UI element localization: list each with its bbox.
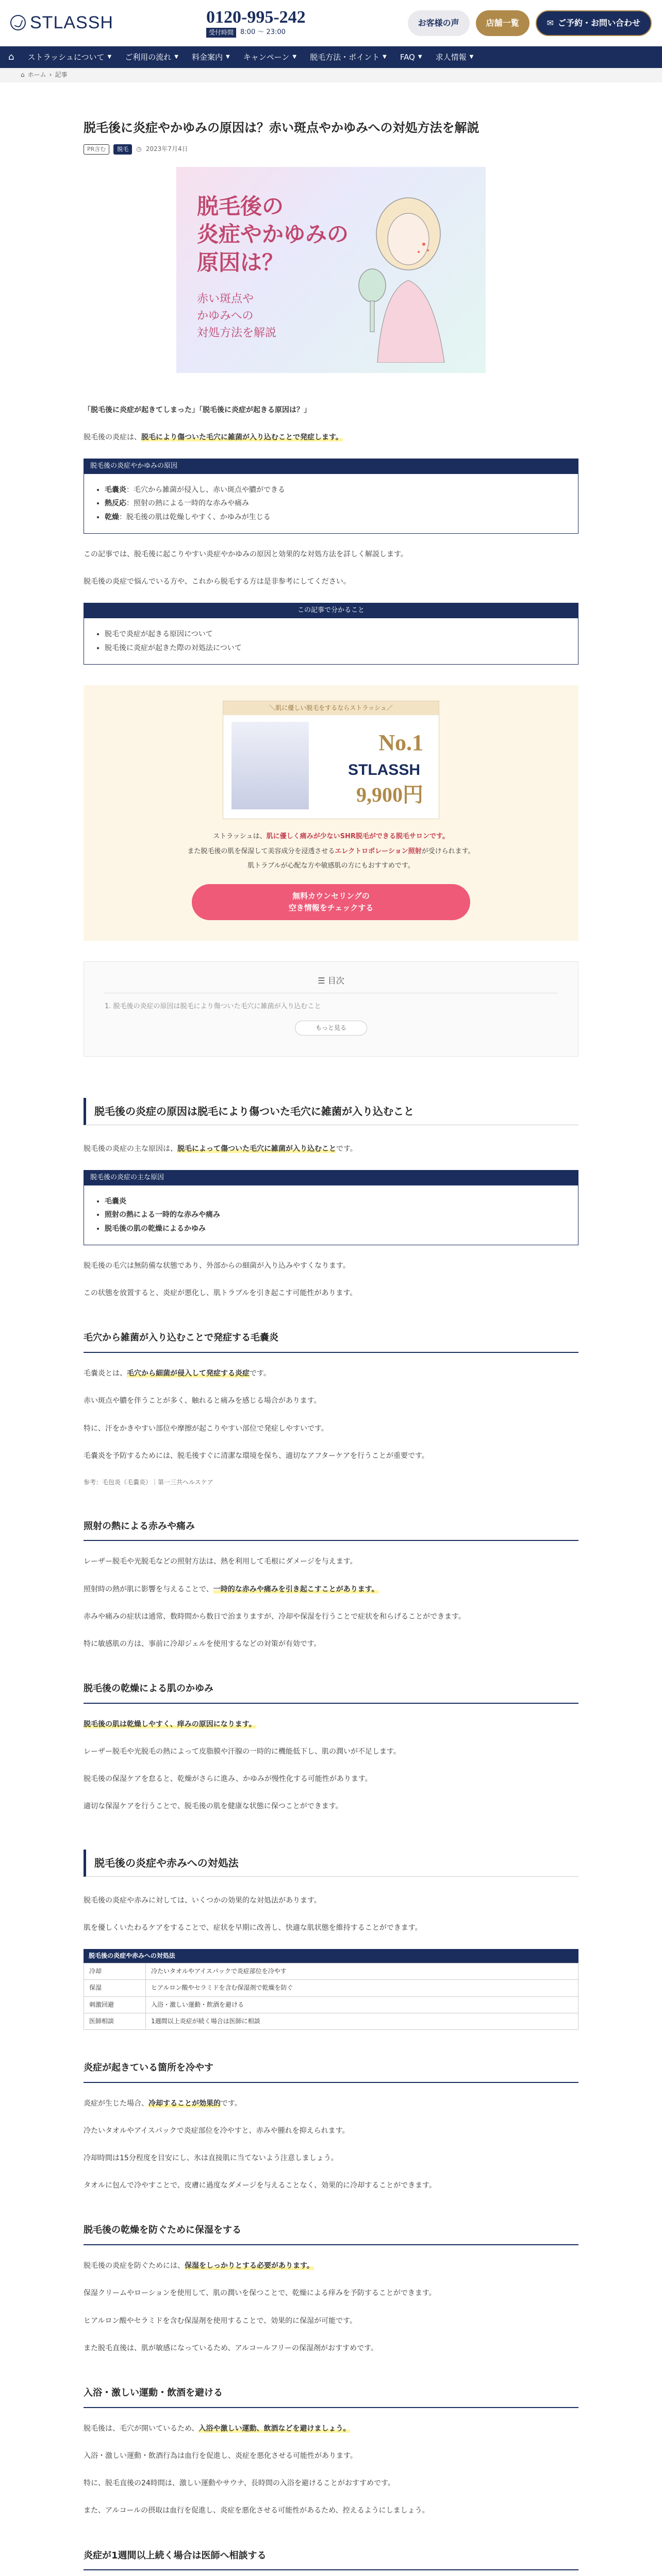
list-item-term: 乾燥 <box>105 513 119 521</box>
list-item <box>105 484 570 496</box>
highlight: 冷却することが効果的 <box>148 2099 221 2108</box>
causes-list <box>84 474 578 533</box>
article-main <box>84 118 578 2576</box>
list-item <box>105 498 570 509</box>
article-title: 脱毛後に炎症やかゆみの原因は？赤い斑点やかゆみへの対処方法を解説 <box>84 121 479 135</box>
intro-paragraph: この記事では、脱毛後に起こりやすい炎症やかゆみの原因と効果的な対処方法を詳しく解説します。 <box>84 550 408 558</box>
list-item <box>105 512 570 523</box>
toc-item[interactable]: 1. 脱毛後の炎症の原因は脱毛により傷ついた毛穴に雑菌が入り込むこと <box>105 1002 321 1010</box>
text: 照射時の熱が肌に影響を与えることで、 <box>84 1585 213 1594</box>
chevron-down-icon: ▼ <box>174 54 178 60</box>
clock-icon: ◷ <box>136 145 142 153</box>
category-badge[interactable]: 脱毛 <box>113 144 132 155</box>
global-nav <box>0 46 662 68</box>
table-cell: 1週間以上炎症が続く場合は医師に相談 <box>146 2013 578 2029</box>
text: 脱毛後は、毛穴が開いているため、 <box>84 2424 199 2433</box>
list-item-desc: ：毛穴から雑菌が侵入し、赤い斑点や膿ができる <box>126 485 285 494</box>
highlight: 脱毛によって傷ついた毛穴に雑菌が入り込むこと <box>177 1144 336 1153</box>
main-causes-list <box>84 1185 578 1245</box>
nav-item-about[interactable] <box>27 51 111 63</box>
list-item-desc: ：脱毛後の肌は乾燥しやすく、かゆみが生じる <box>119 513 271 521</box>
reserve-button[interactable] <box>536 10 652 36</box>
paragraph <box>84 2097 578 2110</box>
eyecatch-title-line: 原因は？ <box>197 249 284 275</box>
home-icon: ⌂ <box>21 71 25 78</box>
paragraph: 毛嚢炎を予防するためには、脱毛後すぐに清潔な環境を保ち、適切なアフターケアを行うことが重要です。 <box>84 1451 429 1460</box>
subsection-heading: 照射の熱による赤みや痛み <box>84 1516 578 1541</box>
button-line: 空き情報をチェックする <box>288 903 374 912</box>
paragraph: 入浴・激しい運動・飲酒行為は血行を促進し、炎症を悪化させる可能性があります。 <box>84 2452 357 2461</box>
paragraph: レーザー脱毛や光脱毛の熱によって皮脂膜や汗腺の一時的に機能低下し、肌の潤いが不足します。 <box>84 1748 401 1756</box>
list-item-term: 熱反応 <box>105 499 126 508</box>
nav-label: 脱毛方法・ポイント <box>310 53 380 62</box>
list-item: • 照射の熱による一時的な赤みや痛み <box>105 1209 570 1221</box>
promo-section <box>84 685 578 941</box>
paragraph: タオルに包んで冷やすことで、皮膚に過度なダメージを与えることなく、効果的に冷却することができます。 <box>84 2181 437 2190</box>
promo-text-part: が受けられます。 <box>421 847 475 855</box>
reserve-button-label: ご予約・お問い合わせ <box>557 18 640 28</box>
text: です。 <box>250 1369 271 1378</box>
eyecatch-subtitle <box>197 291 276 342</box>
counseling-button[interactable] <box>192 884 470 920</box>
site-logo[interactable] <box>10 9 196 37</box>
box-heading: 脱毛後の炎症やかゆみの原因 <box>84 459 578 474</box>
lead-answer-text: 脱毛後の炎症は、 <box>84 433 141 442</box>
section-heading: 脱毛後の炎症や赤みへの対処法 <box>84 1850 578 1877</box>
paragraph: また、アルコールの摂取は血行を促進し、炎症を悪化させる可能性があるため、控えるようにしましょう。 <box>84 2506 429 2515</box>
paragraph: レーザー脱毛や光脱毛などの照射方法は、熱を利用して毛根にダメージを与えます。 <box>84 1557 357 1566</box>
chevron-down-icon: ▼ <box>418 54 422 60</box>
paragraph <box>84 2422 578 2435</box>
paragraph: 特に、脱毛直後の24時間は、激しい運動やサウナ、長時間の入浴を避けることがおすすめです。 <box>84 2479 395 2488</box>
voice-button[interactable]: お客様の声 <box>408 10 470 36</box>
breadcrumb <box>0 68 662 82</box>
paragraph: 脱毛後の保湿ケアを怠ると、乾燥がさらに進み、かゆみが慢性化する可能性があります。 <box>84 1775 372 1784</box>
paragraph: 脱毛後の毛穴は無防備な状態であり、外部からの細菌が入り込みやすくなります。 <box>84 1262 350 1270</box>
nav-label: ストラッシュについて <box>27 53 105 62</box>
woman-with-mirror-illustration <box>346 188 460 363</box>
hours-tag: 受付時間 <box>206 28 236 38</box>
nav-label: 求人情報 <box>435 53 467 62</box>
paragraph <box>84 2260 578 2273</box>
promo-text-emphasis: 肌に優しく痛みが少ないSHR脱毛ができる脱毛サロンです。 <box>266 832 449 840</box>
highlight: 脱毛後の肌は乾燥しやすく、痒みの原因になります。 <box>84 1720 256 1728</box>
paragraph: 保湿クリームやローションを使用して、肌の潤いを保つことで、乾燥による痒みを予防することができます。 <box>84 2289 436 2298</box>
promo-text-part: また脱毛後の肌を保湿して美容成分を浸透させる <box>187 847 335 855</box>
table-row <box>84 1996 578 2013</box>
toc-title <box>105 974 557 993</box>
header-buttons <box>408 10 652 36</box>
paragraph <box>84 1367 578 1380</box>
promo-text-part: ストラッシュは、 <box>213 832 267 840</box>
nav-item-faq[interactable] <box>400 51 422 63</box>
promo-brand: STLASSH <box>347 761 420 778</box>
learn-list <box>84 618 578 664</box>
text: 脱毛後の炎症を防ぐためには、 <box>84 2262 185 2270</box>
top-bar <box>0 0 662 46</box>
salons-button[interactable]: 店舗一覧 <box>476 10 529 36</box>
list-item: • 脱毛で炎症が起きる原因について <box>105 629 570 640</box>
intro-paragraph: 脱毛後の炎症で悩んでいる方や、これから脱毛する方は是非参考にしてください。 <box>84 578 351 586</box>
table-row <box>84 1963 578 1980</box>
eyecatch-title <box>197 193 349 277</box>
pr-badge: PR含む <box>84 144 109 155</box>
list-item-desc: ：照射の熱による一時的な赤みや痛み <box>126 499 249 508</box>
hours-text: 8:00 〜 23:00 <box>240 28 286 36</box>
site-header <box>0 0 662 82</box>
nav-label: 料金案内 <box>191 53 223 62</box>
paragraph <box>84 1143 578 1156</box>
home-icon[interactable]: ⌂ <box>8 51 14 62</box>
promo-banner-caption: ＼肌に優しい脱毛をするならストラッシュ／ <box>223 701 439 715</box>
table-of-contents <box>84 961 578 1057</box>
toc-more-button[interactable]: もっと見る <box>295 1021 367 1036</box>
table-header-cell: 冷却 <box>84 1963 146 1980</box>
promo-text <box>84 846 578 857</box>
chevron-down-icon: ▼ <box>469 54 474 60</box>
model-photo <box>231 722 309 809</box>
text: 炎症が生じた場合、 <box>84 2099 148 2108</box>
paragraph: この状態を放置すると、炎症が悪化し、肌トラブルを引き起こす可能性があります。 <box>84 1289 357 1298</box>
box-heading: 脱毛後の炎症の主な原因 <box>84 1171 578 1185</box>
list-item-term: 毛嚢炎 <box>105 485 126 494</box>
nav-label: キャンペーン <box>243 53 290 62</box>
care-table <box>84 1949 578 2030</box>
paragraph: 赤い斑点や膿を伴うことが多く、触れると痛みを感じる場合があります。 <box>84 1397 321 1405</box>
table-cell: 冷たいタオルやアイスパックで炎症部位を冷やす <box>146 1963 578 1980</box>
nav-item-recruit[interactable] <box>436 51 474 63</box>
eyecatch-sub-line: 赤い斑点や <box>197 292 254 306</box>
table-cell: 入浴・激しい運動・飲酒を避ける <box>146 1996 578 2013</box>
lead-question: 「脱毛後に炎症が起きてしまった」「脱毛後に炎症が起きる原因は？」 <box>84 405 311 414</box>
highlight: 一時的な赤みや痛みを引き起こすことがあります。 <box>213 1585 379 1594</box>
list-item: • 脱毛後の肌の乾燥によるかゆみ <box>105 1223 570 1234</box>
phone-block[interactable] <box>206 8 306 38</box>
subsection-heading: 脱毛後の乾燥による肌のかゆみ <box>84 1679 578 1704</box>
chevron-down-icon: ▼ <box>225 54 230 60</box>
paragraph: 適切な保湿ケアを行うことで、脱毛後の肌を健康な状態に保つことができます。 <box>84 1802 343 1811</box>
box-heading: この記事で分かること <box>84 603 578 618</box>
highlight: 毛穴から細菌が侵入して発症する炎症 <box>127 1369 250 1378</box>
text: 脱毛後の炎症の主な原因は、 <box>84 1144 177 1153</box>
list-icon: ☰ <box>318 976 328 986</box>
breadcrumb-current[interactable]: 記事 <box>55 71 68 78</box>
reference-link[interactable]: 参考：毛包炎（毛嚢炎）｜第一三共ヘルスケア <box>84 1478 213 1486</box>
table-header-cell: 保湿 <box>84 1980 146 1996</box>
list-item: • 毛嚢炎 <box>105 1196 570 1207</box>
button-line: 無料カウンセリングの <box>292 891 370 901</box>
chevron-down-icon: ▼ <box>292 54 297 60</box>
list-item: • 脱毛後に炎症が起きた際の対処法について <box>105 642 570 654</box>
highlight: 入浴や激しい運動、飲酒などを避けましょう。 <box>198 2424 351 2433</box>
subsection-heading: 炎症が起きている箇所を冷やす <box>84 2058 578 2083</box>
nav-item-method[interactable] <box>310 51 387 63</box>
logo-text: STLASSH <box>30 13 113 33</box>
main-causes-box <box>84 1170 578 1245</box>
text: 毛嚢炎とは、 <box>84 1369 127 1378</box>
nav-item-price[interactable] <box>192 51 230 63</box>
promo-price: 9,900円 <box>356 783 423 806</box>
article-meta <box>84 144 578 155</box>
chevron-down-icon: ▼ <box>383 54 387 60</box>
eyecatch-title-line: 脱毛後の <box>197 193 284 219</box>
table-cell: ヒアルロン酸やセラミドを含む保湿剤で乾燥を防ぐ <box>146 1980 578 1996</box>
paragraph: 冷たいタオルやアイスパックで炎症部位を冷やすと、赤みや腫れを抑えられます。 <box>84 2126 350 2135</box>
promo-text <box>84 832 578 842</box>
table-row <box>84 2013 578 2029</box>
paragraph: 冷却時間は15分程度を目安にし、氷は直接肌に当てないよう注意しましょう。 <box>84 2154 338 2163</box>
eyecatch-sub-line: かゆみへの <box>197 309 254 323</box>
chevron-down-icon: ▼ <box>107 54 112 60</box>
text: です。 <box>221 2099 242 2108</box>
paragraph: 特に敏感肌の方は、事前に冷却ジェルを使用するなどの対策が有効です。 <box>84 1639 321 1648</box>
eyecatch-sub-line: 対処方法を解説 <box>197 326 277 340</box>
eyecatch-image <box>176 167 486 373</box>
text: です。 <box>336 1144 357 1153</box>
paragraph: また脱毛直後は、肌が敏感になっているため、アルコールフリーの保湿剤がおすすめです。 <box>84 2344 378 2352</box>
toc-title-text: 目次 <box>327 976 344 986</box>
lead-answer <box>84 431 578 444</box>
paragraph <box>84 1583 578 1596</box>
nav-label: ご利用の流れ <box>125 53 172 62</box>
nav-label: FAQ <box>400 53 415 62</box>
paragraph: 赤みや痛みの症状は通常、数時間から数日で治まりますが、冷却や保湿を行うことで症状を和らげることができます。 <box>84 1612 466 1621</box>
phone-hours <box>206 27 306 38</box>
phone-number[interactable]: 0120-995-242 <box>206 8 306 27</box>
table-row <box>84 1980 578 1996</box>
paragraph <box>84 1718 578 1731</box>
breadcrumb-home[interactable]: ホーム <box>27 71 46 78</box>
paragraph: 肌を優しくいたわるケアをすることで、症状を早期に改善し、快適な肌状態を維持することができます。 <box>84 1923 422 1932</box>
paragraph: 特に、汗をかきやすい部位や摩擦が起こりやすい部位で発症しやすいです。 <box>84 1424 328 1433</box>
highlight: 保湿をしっかりとする必要があります。 <box>185 2262 314 2270</box>
lead-answer-highlight: 脱毛により傷ついた毛穴に雑菌が入り込むことで発症します。 <box>141 433 343 442</box>
promo-no1: No.1 <box>378 730 423 755</box>
breadcrumb-separator: › <box>49 71 52 78</box>
nav-item-flow[interactable] <box>125 51 178 63</box>
publish-date: 2023年7月4日 <box>145 145 188 153</box>
promo-text-emphasis: エレクトロポレーション照射 <box>335 847 422 855</box>
eyecatch-title-line: 炎症やかゆみの <box>197 222 349 247</box>
promo-banner[interactable] <box>223 701 439 819</box>
mail-icon: ✉ <box>547 18 554 28</box>
table-header-cell: 刺激回避 <box>84 1996 146 2013</box>
paragraph: ヒアルロン酸やセラミドを含む保湿剤を使用することで、効果的に保湿が可能です。 <box>84 2316 357 2325</box>
logo-mark-icon <box>10 15 26 30</box>
subsection-heading: 毛穴から雑菌が入り込むことで発症する毛嚢炎 <box>84 1328 578 1353</box>
subsection-heading: 脱毛後の乾燥を防ぐために保湿をする <box>84 2220 578 2245</box>
promo-text: 肌トラブルが心配な方や敏感肌の方にもおすすめです。 <box>247 862 415 870</box>
paragraph: 脱毛後の炎症や赤みに対しては、いくつかの効果的な対処法があります。 <box>84 1896 321 1905</box>
section-heading: 脱毛後の炎症の原因は脱毛により傷ついた毛穴に雑菌が入り込むこと <box>84 1098 578 1125</box>
subsection-heading: 入浴・激しい運動・飲酒を避ける <box>84 2383 578 2408</box>
table-caption: 脱毛後の炎症や赤みへの対処法 <box>84 1949 578 1963</box>
subsection-heading: 炎症が1週間以上続く場合は医師へ相談する <box>84 2546 578 2571</box>
table-header-cell: 医師相談 <box>84 2013 146 2029</box>
nav-item-campaign[interactable] <box>243 51 296 63</box>
causes-summary-box <box>84 459 578 534</box>
learn-box <box>84 603 578 665</box>
